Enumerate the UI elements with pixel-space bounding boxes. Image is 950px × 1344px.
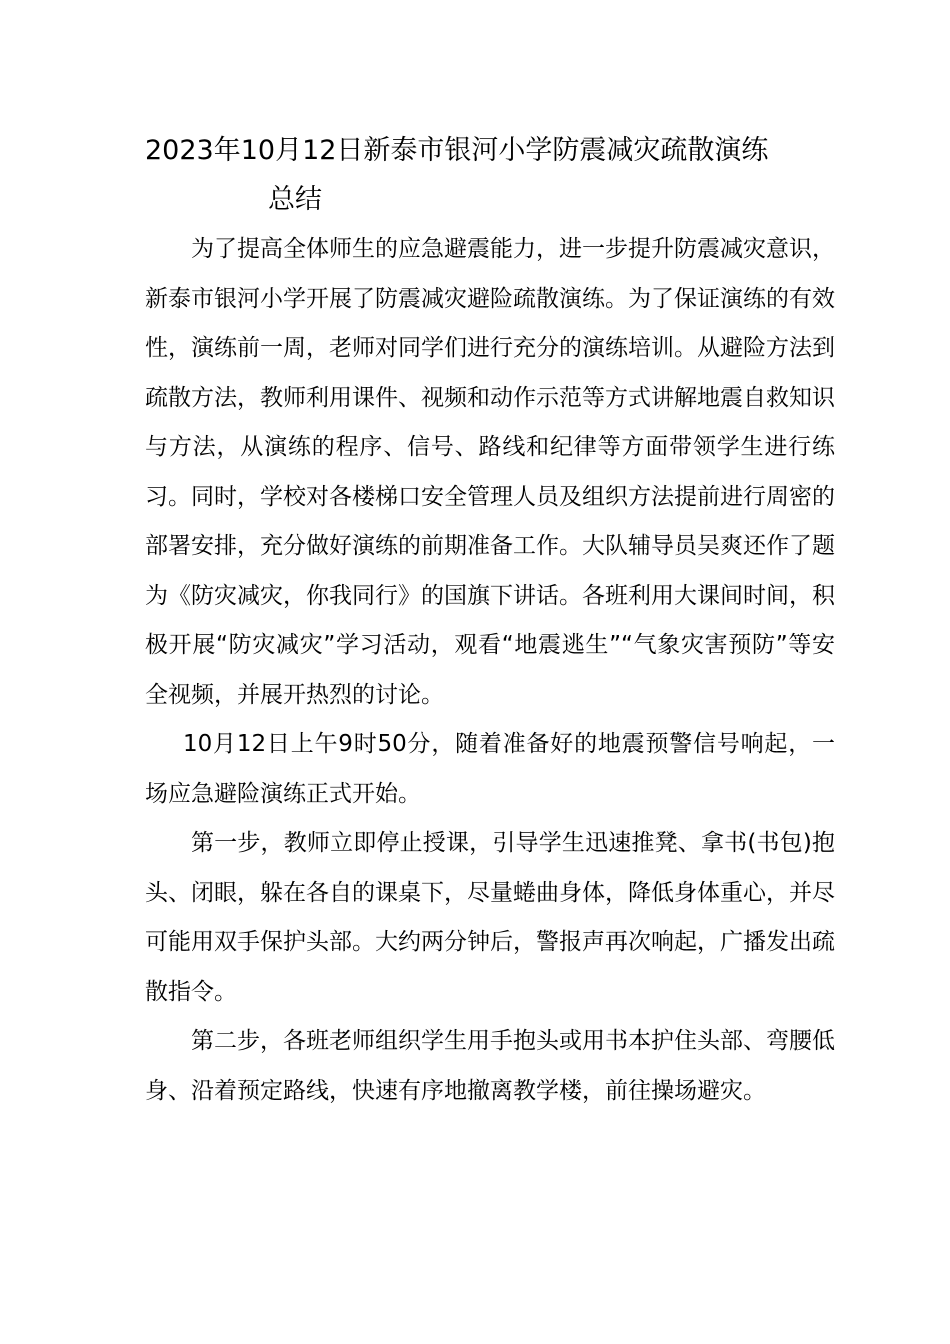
document-title: 2023年10月12日新泰市银河小学防震减灾疏散演练: [145, 135, 769, 166]
paragraph-start-time: 10月12日上午9时50分，随着准备好的地震预警信号响起，一场应急避险演练正式开始。: [145, 731, 835, 807]
paragraph-step-two: 第二步，各班老师组织学生用手抱头或用书本护住头部、弯腰低身、沿着预定路线，快速有序地撤离教学楼，前往操场避灾。: [145, 1028, 835, 1104]
document-body: [145, 225, 835, 1116]
document-title-continued: 总结: [268, 184, 322, 215]
paragraph-intro: 为了提高全体师生的应急避震能力，进一步提升防震减灾意识，新泰市银河小学开展了防震减灾避险疏散演练。为了保证演练的有效性，演练前一周，老师对同学们进行充分的演练培训。从避险方法到疏散方法，教师利用课件、视频和动作示范等方式讲解地震自救知识与方法，从演练的程序、信号、路线和纪律等方面带领学生进行练习。同时，学校对各楼梯口安全管理人员及组织方法提前进行周密的部署安排，充分做好演练的前期准备工作。大队辅导员吴爽还作了题为《防灾减灾，你我同行》的国旗下讲话。各班利用大课间时间，积极开展“防灾减灾”学习活动，观看“地震逃生”“气象灾害预防”等安全视频，并展开热烈的讨论。: [145, 236, 835, 708]
paragraph-step-one: 第一步，教师立即停止授课，引导学生迅速推凳、拿书(书包)抱头、闭眼，躲在各自的课桌下，尽量蜷曲身体，降低身体重心，并尽可能用双手保护头部。大约两分钟后，警报声再次响起，广播发出疏散指令。: [145, 830, 835, 1005]
